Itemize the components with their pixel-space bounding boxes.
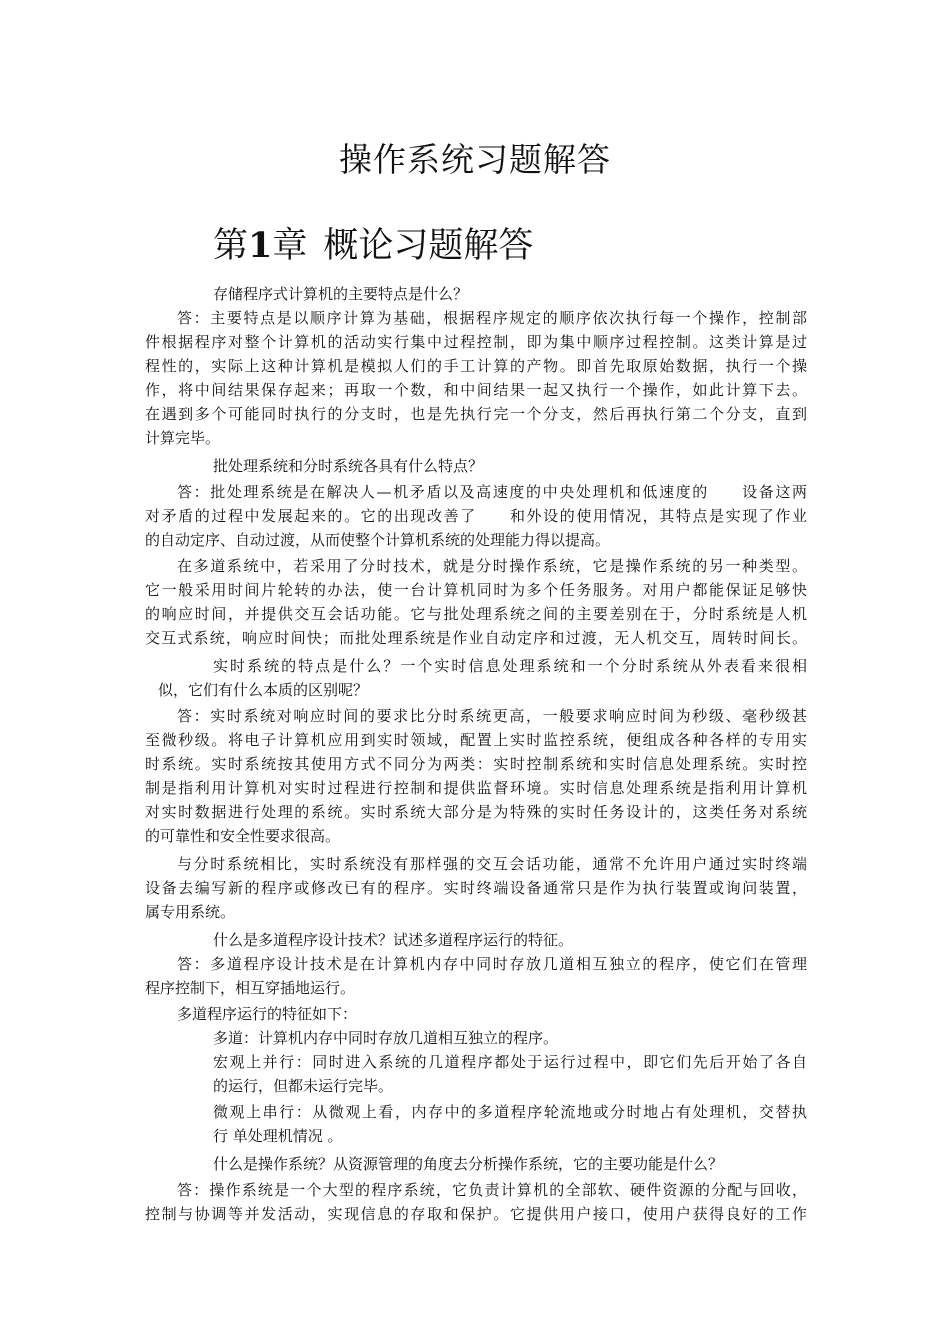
- question-5: 什么是操作系统？从资源管理的角度去分析操作系统，它的主要功能是什么？: [213, 1155, 724, 1173]
- answer-line: 多道程序运行的特征如下：: [177, 1005, 358, 1023]
- question-3: 实时系统的特点是什么？一个实时信息处理系统和一个分时系统从外表看来很相: [213, 657, 807, 675]
- document-title: 操作系统习题解答: [339, 140, 611, 179]
- chapter-name: 概论习题解答: [323, 226, 534, 266]
- chapter-number: 1: [248, 225, 273, 266]
- answer-line: 程序控制下，相互穿插地运行。: [145, 979, 356, 997]
- answer-line: 答：多道程序设计技术是在计算机内存中同时存放几道相互独立的程序，使它们在管理: [177, 955, 807, 973]
- answer-line: 制是指利用计算机对实时过程进行控制和提供监督环境。实时信息处理系统是指利用计算机: [145, 779, 807, 797]
- feature-item-cont: 的运行，但都未运行完毕。: [213, 1077, 394, 1095]
- answer-line: 答：操作系统是一个大型的程序系统，它负责计算机的全部软、硬件资源的分配与回收，: [177, 1181, 807, 1199]
- answer-line: 控制与协调等并发活动，实现信息的存取和保护。它提供用户接口，使用户获得良好的工作: [145, 1205, 807, 1223]
- answer-line: 设备去编写新的程序或修改已有的程序。实时终端设备通常只是作为执行装置或询问装置，: [145, 879, 807, 897]
- answer-line: 答：主要特点是以顺序计算为基础，根据程序规定的顺序依次执行每一个操作，控制部: [177, 309, 807, 327]
- answer-line: 属专用系统。: [145, 903, 236, 921]
- chapter-suffix: 章: [272, 226, 308, 266]
- feature-item: 宏观上并行：同时进入系统的几道程序都处于运行过程中，即它们先后开始了各自: [213, 1053, 807, 1071]
- answer-line: 在多道系统中，若采用了分时技术，就是分时操作系统，它是操作系统的另一种类型。: [177, 557, 807, 575]
- question-2: 批处理系统和分时系统各具有什么特点？: [213, 457, 484, 475]
- answer-line: 的响应时间，并提供交互会话功能。它与批处理系统之间的主要差别在于，分时系统是人机: [145, 605, 807, 623]
- answer-line: 作，将中间结果保存起来；再取一个数，和中间结果一起又执行一个操作，如此计算下去。: [145, 381, 807, 399]
- feature-item: 微观上串行：从微观上看，内存中的多道程序轮流地或分时地占有处理机，交替执: [213, 1103, 807, 1121]
- answer-line: 它一般采用时间片轮转的办法，使一台计算机同时为多个任务服务。对用户都能保证足够快: [145, 581, 807, 599]
- answer-line: 与分时系统相比，实时系统没有那样强的交互会话功能，通常不允许用户通过实时终端: [177, 855, 807, 873]
- answer-line: 对矛盾的过程中发展起来的。它的出现改善了 和外设的使用情况，其特点是实现了作业: [145, 507, 807, 525]
- chapter-prefix: 第: [213, 226, 249, 266]
- answer-line: 交互式系统，响应时间快；而批处理系统是作业自动定序和过渡，无人机交互，周转时间长。: [145, 629, 807, 647]
- chapter-heading: [213, 218, 533, 268]
- feature-item: 多道：计算机内存中同时存放几道相互独立的程序。: [213, 1029, 559, 1047]
- question-4: 什么是多道程序设计技术？试述多道程序运行的特征。: [213, 931, 574, 949]
- answer-line: 在遇到多个可能同时执行的分支时，也是先执行完一个分支，然后再执行第二个分支，直到: [145, 405, 807, 423]
- answer-line: 计算完毕。: [145, 429, 221, 447]
- question-3-cont: 似，它们有什么本质的区别呢？: [158, 681, 369, 699]
- answer-line: 的可靠性和安全性要求很高。: [145, 827, 341, 845]
- question-1: 存储程序式计算机的主要特点是什么？: [213, 285, 469, 303]
- feature-item-cont: 行 单处理机情况 。: [213, 1127, 343, 1145]
- answer-line: 答：实时系统对响应时间的要求比分时系统更高，一般要求响应时间为秒级、毫秒级甚: [177, 707, 807, 725]
- answer-line: 时系统。实时系统按其使用方式不同分为两类：实时控制系统和实时信息处理系统。实时控: [145, 755, 807, 773]
- answer-line: 答：批处理系统是在解决人—机矛盾以及高速度的中央处理机和低速度的 设备这两: [177, 483, 807, 501]
- answer-line: 对实时数据进行处理的系统。实时系统大部分是为特殊的实时任务设计的，这类任务对系统: [145, 803, 807, 821]
- answer-line: 的自动定序、自动过渡，从而使整个计算机系统的处理能力得以提高。: [145, 531, 611, 549]
- answer-line: 件根据程序对整个计算机的活动实行集中过程控制，即为集中顺序过程控制。这类计算是过: [145, 333, 807, 351]
- answer-line: 程性的，实际上这种计算机是模拟人们的手工计算的产物。即首先取原始数据，执行一个操: [145, 357, 807, 375]
- answer-line: 至微秒级。将电子计算机应用到实时领域，配置上实时监控系统，便组成各种各样的专用实: [145, 731, 807, 749]
